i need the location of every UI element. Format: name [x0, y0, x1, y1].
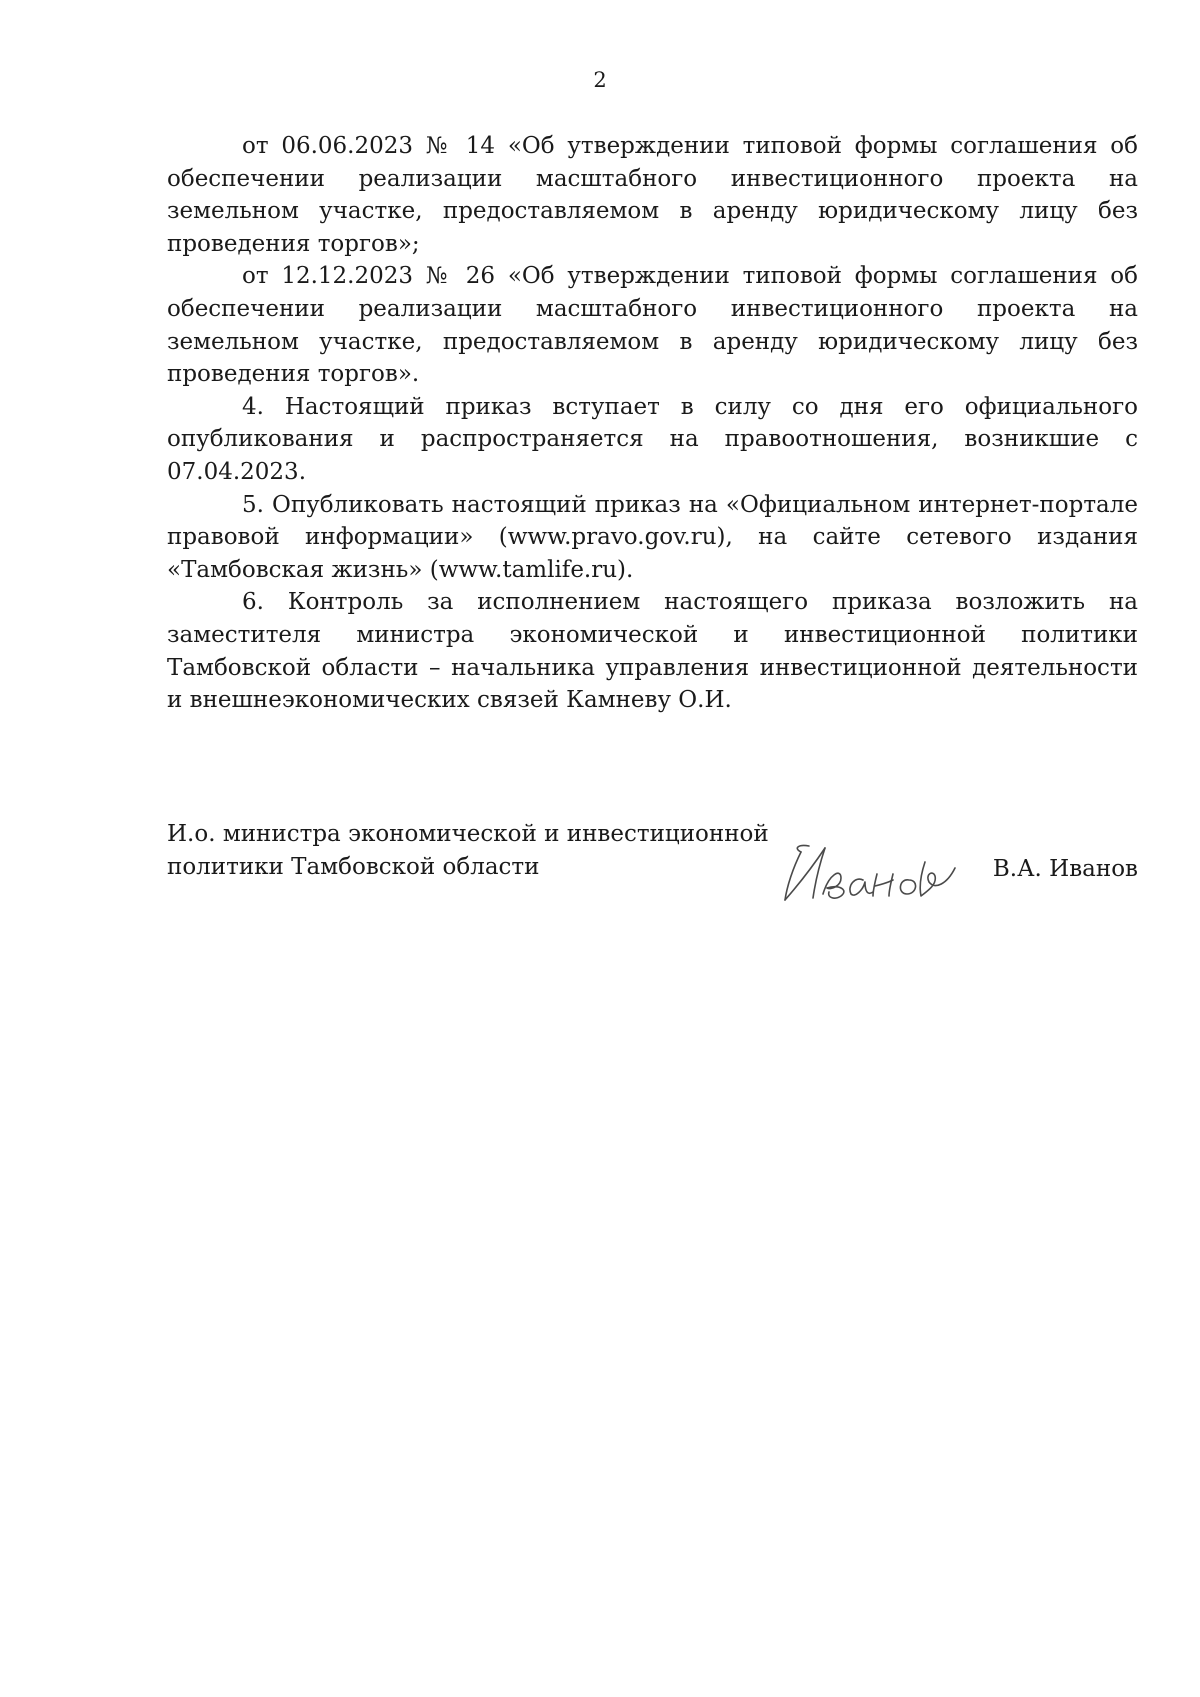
handwritten-signature [779, 834, 969, 914]
paragraph-item-5: 5. Опубликовать настоящий приказ на «Официальном интернет-портале правовой информации» (www.pravo.gov.ru), на сайте сетевого издания «Тамбовская жизнь» (www.tamlife.ru). [167, 491, 1138, 583]
signatory-position-line-1: И.о. министра экономической и инвестиционной [167, 821, 769, 847]
signatory-position [167, 818, 807, 884]
signature-block [167, 818, 1138, 928]
signatory-name: В.А. Иванов [992, 856, 1138, 882]
paragraph-item-6: 6. Контроль за исполнением настоящего приказа возложить на заместителя министра экономической и инвестиционной политики Тамбовской области – начальника управления инвестиционной деятельности и внешнеэкономических связей Камневу О.И. [167, 589, 1138, 714]
document-body [167, 130, 1138, 717]
paragraph-order-26: от 12.12.2023 № 26 «Об утверждении типовой формы соглашения об обеспечении реализации масштабного инвестиционного проекта на земельном участке, предоставляемом в аренду юридическому лицу без проведения торгов». [167, 263, 1138, 388]
page-number: 2 [593, 68, 607, 92]
signatory-position-line-2: политики Тамбовской области [167, 854, 540, 880]
paragraph-order-14: от 06.06.2023 № 14 «Об утверждении типовой формы соглашения об обеспечении реализации масштабного инвестиционного проекта на земельном участке, предоставляемом в аренду юридическому лицу без проведения торгов»; [167, 133, 1138, 257]
paragraph-item-4: 4. Настоящий приказ вступает в силу со дня его официального опубликования и распространяется на правоотношения, возникшие с 07.04.2023. [167, 393, 1138, 485]
